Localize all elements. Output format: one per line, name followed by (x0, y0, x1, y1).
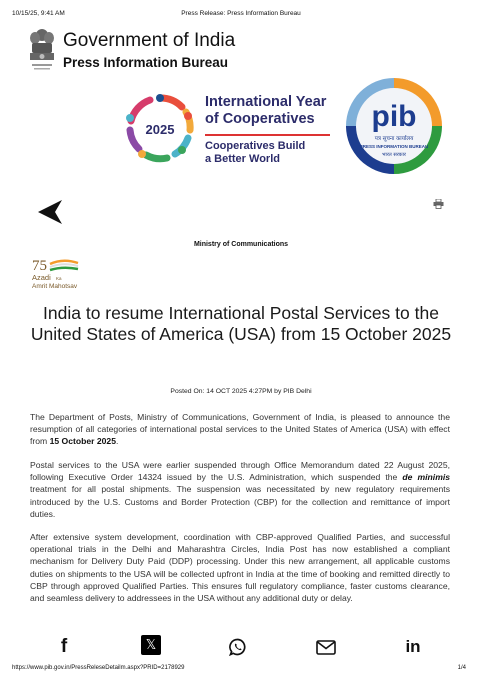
back-arrow-icon[interactable] (38, 200, 64, 224)
azadi-small: Ka (56, 276, 62, 281)
national-emblem-icon (26, 26, 58, 76)
footer-page-number: 1/4 (457, 665, 466, 671)
p1-end: . (115, 436, 119, 447)
pib-logo-hindi1: पत्र सूचना कार्यालय (374, 136, 414, 142)
pib-logo-hindi2: भारत सरकार (382, 152, 406, 158)
facebook-share-button[interactable] (56, 636, 72, 658)
p1-date: 15 October 2025 (49, 436, 116, 447)
iyc-tagline-line2: a Better World (205, 153, 280, 165)
iyc-title-line1: International Year (205, 94, 327, 110)
p2-de-minimis: de minimis (402, 472, 451, 483)
posted-on: Posted On: 14 OCT 2025 4:27PM by PIB Delhi (170, 388, 312, 395)
p1-text: The Department of Posts, Ministry of Communications, Government of India, is pleased to announce the resumption of all categories of international postal services to the United States of America (USA) with effect from (30, 412, 450, 447)
pib-logo-text: pib (371, 100, 417, 133)
x-share-button[interactable] (141, 635, 161, 655)
azadi-line1: Azadi (32, 273, 51, 282)
body-paragraph-3: After extensive system development, coordination with CBP-approved Qualified Parties, and successful operational trials in the Delhi and Maharashtra Circles, India Post has now established a compliant mechanism for Delivery Duty Paid (DDP) processing. Under this new arrangement, all applicable customs duties on shipments to the USA will be collected upfront in India at the time of booking and remitted directly to CBP through approved Qualified Parties. This ensures full regulatory compliance, faster customs clearance, and seamless delivery to addressees in the USA without any additional duty or delay. (30, 532, 450, 604)
pib-logo (344, 76, 444, 176)
pib-logo-english: PRESS INFORMATION BUREAU (359, 144, 429, 149)
p2-end: treatment for all postal shipments. The suspension was necessitated by new regulatory requirements introduced by the U.S. Customs and Border Protection (CBP) for the collection and remittance of import duties. (30, 484, 450, 519)
azadi-line2: Amrit Mahotsav (32, 283, 78, 290)
press-release-headline: India to resume International Postal Services to the United States of America (USA) from 15 October 2025 (30, 303, 452, 344)
svg-text:75: 75 (32, 258, 47, 274)
iyc-title (205, 94, 326, 128)
footer-url: https://www.pib.gov.in/PressReleseDetailm.aspx?PRID=2178929 (12, 665, 185, 671)
print-title: Press Release: Press Information Bureau (181, 10, 301, 17)
whatsapp-icon (229, 638, 247, 656)
email-share-button[interactable] (316, 636, 336, 658)
pib-title: Press Information Bureau (63, 55, 229, 70)
iyc-tagline-line1: Cooperatives Build (205, 140, 306, 152)
iyc-title-line2: of Cooperatives (205, 111, 315, 127)
email-icon (316, 640, 336, 655)
body-paragraph-1 (30, 411, 450, 448)
azadi-ka-amrit-mahotsav-logo (30, 255, 84, 291)
iyc-year: 2025 (145, 122, 175, 137)
iyc-tagline (205, 140, 305, 166)
ministry-name: Ministry of Communications (193, 241, 289, 248)
p2-text: Postal services to the USA were earlier suspended through Office Memorandum dated 22 August 2025, following Executive Order 14324 issued by the U.S. Administration, which suspended the (30, 460, 450, 483)
linkedin-icon: in (405, 637, 421, 656)
whatsapp-share-button[interactable] (229, 636, 247, 658)
facebook-icon: f (60, 636, 68, 657)
x-icon: 𝕏 (145, 637, 157, 653)
body-paragraph-2 (30, 459, 450, 520)
linkedin-share-button[interactable] (404, 636, 422, 658)
iyc-logo (120, 88, 200, 168)
government-title: Government of India (63, 30, 236, 51)
iyc-divider (205, 134, 330, 136)
print-date: 10/15/25, 9:41 AM (12, 10, 65, 17)
print-icon[interactable] (433, 199, 444, 209)
